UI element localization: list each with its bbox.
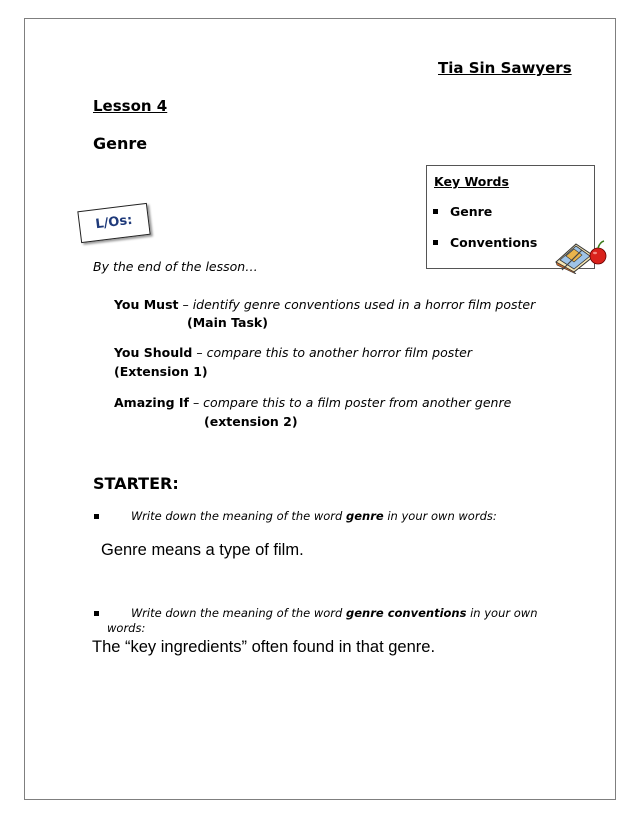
bullet-icon (94, 611, 99, 616)
author-name: Tia Sin Sawyers (438, 59, 572, 77)
question-2: Write down the meaning of the word genre conventions in your own (131, 606, 538, 620)
objective-should: You Should – compare this to another horror film poster (114, 345, 472, 360)
question-2-continued: words: (107, 621, 146, 635)
los-label: L/Os: (77, 203, 150, 243)
intro-text: By the end of the lesson… (93, 259, 258, 274)
starter-heading: STARTER: (93, 474, 179, 493)
objective-amazing: Amazing If – compare this to a film poster from another genre (114, 395, 512, 410)
objective-must-task: (Main Task) (187, 315, 268, 330)
bullet-icon (94, 514, 99, 519)
answer-1: Genre means a type of film. (101, 541, 304, 559)
objective-amazing-task: (extension 2) (204, 414, 298, 429)
key-word-item: Conventions (433, 235, 537, 250)
key-word-item: Genre (433, 204, 492, 219)
topic-title: Genre (93, 134, 148, 153)
lesson-title: Lesson 4 (93, 97, 168, 115)
objective-must: You Must – identify genre conventions used in a horror film poster (114, 297, 536, 312)
question-1: Write down the meaning of the word genre in your own words: (131, 509, 497, 523)
bullet-icon (433, 240, 438, 245)
answer-2: The “key ingredients” often found in that genre. (92, 638, 436, 656)
books-apple-icon (554, 236, 608, 274)
objective-should-task: (Extension 1) (114, 364, 208, 379)
bullet-icon (433, 209, 438, 214)
key-words-heading: Key Words (434, 174, 509, 189)
